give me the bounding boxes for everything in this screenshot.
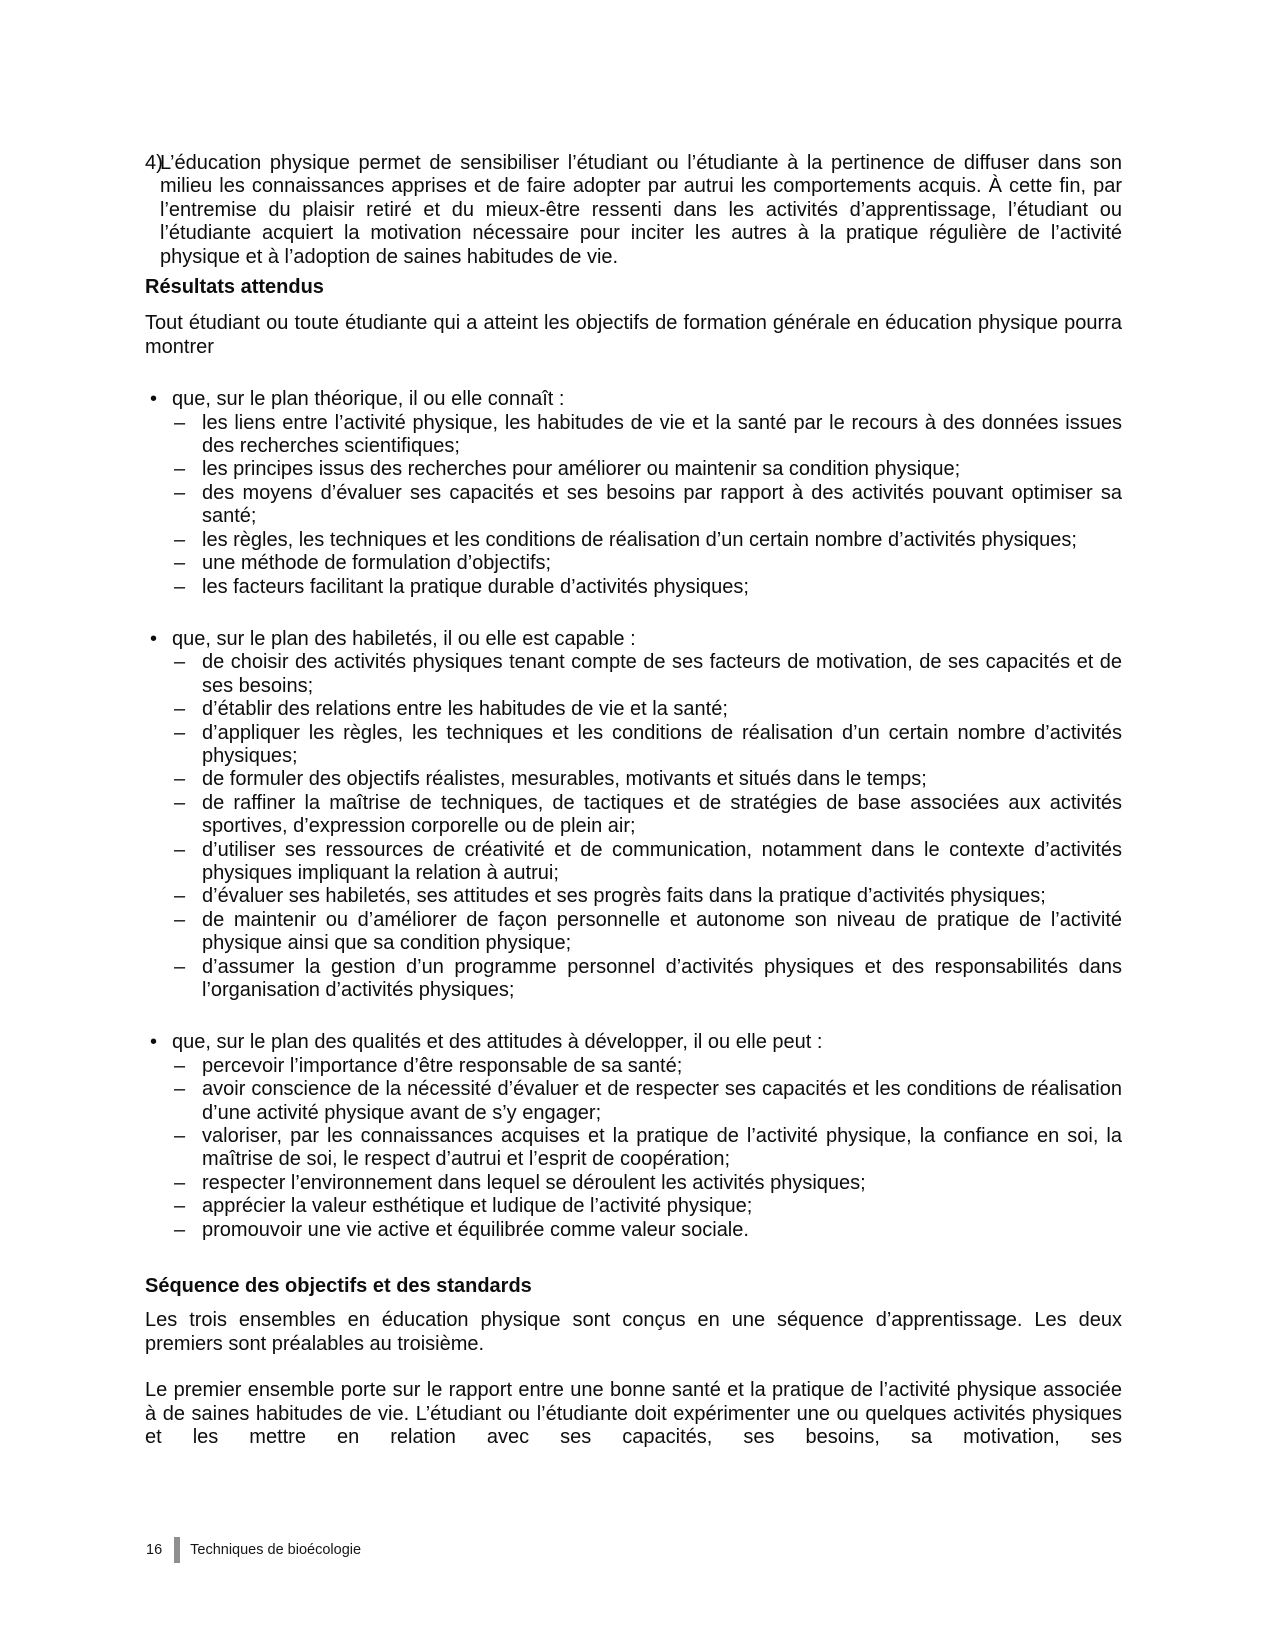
dash-marker: – [174, 908, 186, 931]
dash-item-text: respecter l’environnement dans lequel se déroulent les activités physiques; [202, 1171, 866, 1194]
dash-marker: – [174, 1171, 186, 1194]
bullet-marker: • [150, 1031, 158, 1054]
dash-item [145, 909, 1122, 956]
page-content [145, 152, 1122, 1450]
dash-item-text: d’appliquer les règles, les techniques et les conditions de réalisation d’un certain nombre d’activités physiques; [202, 721, 1122, 767]
dash-item [145, 1172, 1122, 1195]
dash-item [145, 1078, 1122, 1125]
dash-item [145, 651, 1122, 698]
dash-marker: – [174, 838, 186, 861]
dash-marker: – [174, 528, 186, 551]
dash-item [145, 885, 1122, 908]
page-number: 16 [146, 1542, 163, 1558]
bullet-group-theorique [145, 388, 1122, 599]
dash-marker: – [174, 1078, 186, 1101]
intro-paragraph: Tout étudiant ou toute étudiante qui a atteint les objectifs de formation générale en éducation physique pourra montrer [145, 312, 1122, 358]
dash-item-text: d’assumer la gestion d’un programme personnel d’activités physiques et des responsabilités dans l’organisation d’activités physiques; [202, 955, 1122, 1001]
bullet-marker: • [150, 627, 158, 650]
bullet-lead [145, 1031, 1122, 1054]
dash-item-text: les facteurs facilitant la pratique durable d’activités physiques; [202, 575, 749, 598]
dash-item-text: une méthode de formulation d’objectifs; [202, 552, 552, 575]
footer-separator-bar [174, 1537, 180, 1563]
dash-item [145, 768, 1122, 791]
bullet-group-qualites [145, 1031, 1122, 1242]
dash-item [145, 698, 1122, 721]
dash-item-text: de formuler des objectifs réalistes, mesurables, motivants et situés dans le temps; [202, 768, 927, 791]
dash-marker: – [174, 698, 186, 721]
dash-item [145, 458, 1122, 481]
paragraph-text: L’éducation physique permet de sensibiliser l’étudiant ou l’étudiante à la pertinence de diffuser dans son milieu les connaissances apprises et de faire adopter par autrui les comportements acquis. À cette fin, par l’entremise du plaisir retiré et du mieux-être ressenti dans les activités d’apprentissage, l’étudiant ou l’étudiante acquiert la motivation nécessaire pour inciter les autres à la pratique régulière de l’activité physique et à l’adoption de saines habitudes de vie. [160, 152, 1122, 268]
sequence-paragraph: Le premier ensemble porte sur le rapport entre une bonne santé et la pratique de l’activité physique associée à de saines habitudes de vie. L’étudiant ou l’étudiante doit expérimenter une ou quelques activités physiques et les mettre en relation avec ses capacités, ses besoins, sa motivation, ses [145, 1379, 1122, 1449]
bullet-lead-text: que, sur le plan théorique, il ou elle connaît : [172, 388, 565, 411]
dash-item-text: promouvoir une vie active et équilibrée comme valeur sociale. [202, 1218, 749, 1241]
dash-marker: – [174, 721, 186, 744]
dash-marker: – [174, 411, 186, 434]
dash-item-text: les règles, les techniques et les conditions de réalisation d’un certain nombre d’activités physiques; [202, 528, 1077, 551]
dash-item-text: de maintenir ou d’améliorer de façon personnelle et autonome son niveau de pratique de l’activité physique ainsi que sa condition physique; [202, 908, 1122, 955]
bullet-lead-text: que, sur le plan des qualités et des attitudes à développer, il ou elle peut : [172, 1031, 823, 1054]
dash-item-text: valoriser, par les connaissances acquises et la pratique de l’activité physique, la confiance en soi, la maîtrise de soi, le respect d’autrui et l’esprit de coopération; [202, 1125, 1122, 1171]
dash-marker: – [174, 768, 186, 791]
dash-item [145, 1219, 1122, 1242]
dash-item [145, 722, 1122, 769]
dash-marker: – [174, 575, 186, 598]
dash-item-text: de raffiner la maîtrise de techniques, de tactiques et de stratégies de base associées aux activités sportives, d’expression corporelle ou de plein air; [202, 791, 1122, 838]
bullet-lead [145, 388, 1122, 411]
dash-item-text: de choisir des activités physiques tenant compte de ses facteurs de motivation, de ses capacités et de ses besoins; [202, 651, 1122, 697]
bullet-lead-text: que, sur le plan des habiletés, il ou elle est capable : [172, 627, 636, 650]
footer-doc-title: Techniques de bioécologie [190, 1542, 362, 1558]
dash-item [145, 1195, 1122, 1218]
results-heading: Résultats attendus [145, 276, 324, 299]
dash-item [145, 839, 1122, 886]
dash-item [145, 1055, 1122, 1078]
dash-marker: – [174, 791, 186, 814]
dash-marker: – [174, 458, 186, 481]
bullet-marker: • [150, 388, 158, 411]
dash-item [145, 552, 1122, 575]
dash-marker: – [174, 1195, 186, 1218]
dash-marker: – [174, 1125, 186, 1148]
dash-item [145, 792, 1122, 839]
dash-item-text: d’établir des relations entre les habitudes de vie et la santé; [202, 698, 728, 721]
dash-item [145, 576, 1122, 599]
dash-marker: – [174, 481, 186, 504]
bullet-group-habiletes [145, 628, 1122, 1003]
dash-marker: – [174, 955, 186, 978]
dash-item-text: d’évaluer ses habiletés, ses attitudes et ses progrès faits dans la pratique d’activités physiques; [202, 885, 1046, 908]
dash-item [145, 956, 1122, 1003]
dash-item-text: les principes issus des recherches pour améliorer ou maintenir sa condition physique; [202, 458, 961, 481]
dash-item-text: apprécier la valeur esthétique et ludique de l’activité physique; [202, 1195, 753, 1218]
dash-item-text: percevoir l’importance d’être responsable de sa santé; [202, 1054, 683, 1077]
numbered-paragraph [145, 152, 1122, 269]
page-footer [146, 1537, 361, 1563]
dash-item-text: d’utiliser ses ressources de créativité et de communication, notamment dans le contexte d’activités physiques impliquant la relation à autrui; [202, 838, 1122, 884]
dash-item [145, 412, 1122, 459]
bullet-lead [145, 628, 1122, 651]
dash-marker: – [174, 1054, 186, 1077]
dash-item-text: les liens entre l’activité physique, les habitudes de vie et la santé par le recours à des données issues des recherches scientifiques; [202, 411, 1122, 458]
dash-marker: – [174, 552, 186, 575]
dash-marker: – [174, 1218, 186, 1241]
dash-item [145, 1125, 1122, 1172]
sequence-heading: Séquence des objectifs et des standards [145, 1275, 532, 1298]
dash-marker: – [174, 885, 186, 908]
dash-item [145, 482, 1122, 529]
sequence-paragraph: Les trois ensembles en éducation physique sont conçus en une séquence d’apprentissage. Les deux premiers sont préalables au troisième. [145, 1309, 1122, 1355]
dash-item [145, 529, 1122, 552]
dash-item-text: des moyens d’évaluer ses capacités et ses besoins par rapport à des activités pouvant optimiser sa santé; [202, 481, 1122, 528]
list-number: 4) [145, 152, 163, 174]
dash-marker: – [174, 651, 186, 674]
dash-item-text: avoir conscience de la nécessité d’évaluer et de respecter ses capacités et les conditions de réalisation d’une activité physique avant de s’y engager; [202, 1078, 1122, 1124]
